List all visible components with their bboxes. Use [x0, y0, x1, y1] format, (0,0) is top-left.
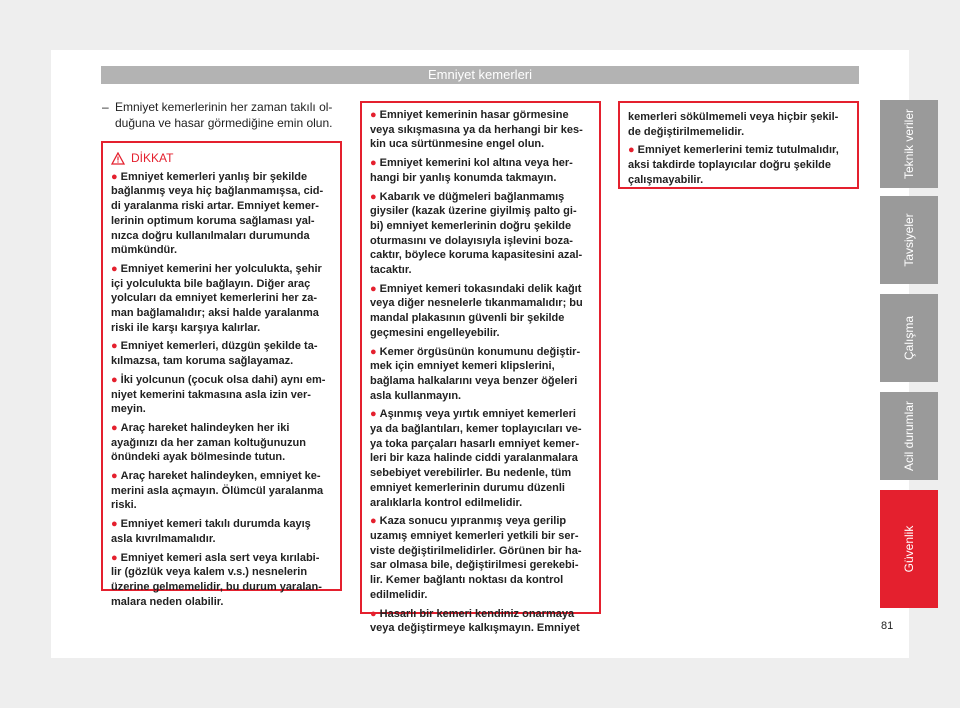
warning-title: [111, 151, 332, 166]
bullet-icon: ●: [111, 373, 118, 386]
warning-line: bağlama halkalarını veya benzer öğeleri: [370, 374, 578, 387]
warning-line: ayağınızı da her zaman koltuğunuzun: [111, 436, 306, 449]
warning-line: ● Araç hareket halindeyken, emniyet ke-: [111, 470, 321, 483]
warning-line: mandal plakasının güvenli bir şekilde: [370, 312, 565, 325]
page-header: Emniyet kemerleri: [101, 66, 859, 84]
bullet-icon: ●: [370, 607, 377, 620]
bullet-icon: ●: [111, 551, 118, 564]
warning-bullet-item: [111, 517, 332, 546]
warning-line: ● Emniyet kemeri takılı durumda kayış: [111, 518, 311, 531]
warning-line: aksi takdirde toplayıcılar doğru şekilde: [628, 159, 831, 172]
bullet-icon: ●: [111, 421, 118, 434]
warning-line: ● Emniyet kemerini her yolculukta, şehir: [111, 262, 322, 275]
bullet-icon: ●: [370, 157, 377, 170]
tab-calisma[interactable]: [880, 294, 938, 382]
warning-bullet-item: [370, 407, 591, 510]
warning-line: mek için emniyet kemeri klipslerini,: [370, 360, 555, 373]
warning-line: asla kullanmayın.: [370, 389, 462, 402]
warning-line: riski.: [111, 499, 137, 512]
warning-line: niyet kemerini takmasına asla izin ver-: [111, 388, 311, 401]
tab-label: Acil durumlar: [902, 400, 916, 472]
bullet-icon: ●: [111, 518, 118, 531]
warning-line: ya da bağlantıları, kemer toplayıcıları ve-: [370, 423, 582, 436]
warning-line: uzamış emniyet kemerleri yetkili bir ser-: [370, 529, 579, 542]
warning-line: oturmasını ve dolayısıyla işlevini boza-: [370, 234, 573, 247]
warning-box-continued: [360, 101, 601, 635]
warning-line: di yaralanma riski artar. Emniyet kemer-: [111, 200, 319, 213]
warning-line: ● Araç hareket halindeyken her iki: [111, 421, 290, 434]
bullet-icon: ●: [111, 470, 118, 483]
warning-bullet-item: [111, 262, 332, 336]
bullet-icon: ●: [370, 345, 377, 358]
intro-line: Emniyet kemerlerinin her zaman takılı ol-: [115, 100, 333, 114]
warning-line: malara neden olabilir.: [111, 595, 224, 608]
bullet-icon: ●: [370, 515, 377, 528]
warning-line: kin uca sürtünmesine engel olun.: [370, 138, 545, 151]
warning-bullet-item: [111, 551, 332, 610]
warning-line: sar olmasa bile, değiştirilmesi gerekebi-: [370, 559, 579, 572]
warning-line: giysiler (kazak üzerine giyilmiş palto gi-: [370, 205, 577, 218]
bullet-icon: ●: [111, 262, 118, 275]
warning-line: kemerleri sökülmemeli veya hiçbir şekil-: [628, 111, 839, 123]
warning-line: veya diğer nesnelerle tıkanmamalıdır; bu: [370, 297, 583, 310]
warning-line: ● Emniyet kemeri asla sert veya kırılabi-: [111, 551, 320, 564]
bullet-icon: ●: [370, 109, 377, 121]
bullet-icon: ●: [111, 340, 118, 353]
warning-bullet-item: [370, 282, 591, 341]
tab-guvenlik[interactable]: [880, 490, 938, 608]
warning-line: bi) emniyet kemerlerinin doğru şekilde: [370, 219, 572, 232]
warning-line: ya toka parçaları hasarlı emniyet kemer-: [370, 437, 580, 450]
warning-bullet-item: [111, 421, 332, 465]
warning-list-col1: [111, 170, 332, 610]
warning-triangle-icon: [111, 152, 125, 165]
bullet-icon: ●: [370, 190, 377, 203]
warning-line: riski ile karşı karşıya kalırlar.: [111, 321, 261, 334]
warning-line: lerinin optimum koruma sağlaması yal-: [111, 214, 315, 227]
warning-line: leri bir kaza halinde ciddi yaralanmalara: [370, 452, 578, 465]
warning-line: kılmazsa, tam koruma sağlayamaz.: [111, 355, 294, 368]
bullet-icon: ●: [111, 170, 118, 183]
warning-bullet-item: [111, 469, 332, 513]
warning-bullet-item: [370, 108, 591, 152]
warning-bullet-item: [370, 345, 591, 404]
warning-line: sebebiyet verebilirler. Bu nedenle, tüm: [370, 467, 572, 480]
continuation-text: [628, 110, 849, 139]
warning-line: geçmesini engelleyebilir.: [370, 326, 500, 339]
warning-box: [101, 141, 342, 608]
warning-box-continued: [618, 101, 859, 189]
warning-list-col2: [370, 108, 591, 636]
warning-line: tacaktır.: [370, 264, 412, 277]
warning-line: viste değiştirilmelidirler. Görünen bir ha-: [370, 544, 582, 557]
tab-acil-durumlar[interactable]: [880, 392, 938, 480]
warning-line: emniyet kemerlerinin durumu düzenli: [370, 481, 565, 494]
warning-bullet-item: [370, 156, 591, 185]
warning-line: ● İki yolcunun (çocuk olsa dahi) aynı em-: [111, 373, 326, 386]
warning-bullet-item: [370, 514, 591, 602]
warning-line: bağlanmış veya hiç bağlanmamışsa, cid-: [111, 185, 324, 198]
warning-line: veya değiştirmeye kalkışmayın. Emniyet: [370, 622, 580, 635]
tab-tavsiyeler[interactable]: [880, 196, 938, 284]
warning-line: ● Kaza sonucu yıpranmış veya gerilip: [370, 515, 567, 528]
warning-bullet-item: [111, 373, 332, 417]
warning-line: edilmelidir.: [370, 588, 428, 601]
warning-bullet-item: [370, 607, 591, 636]
warning-line: nızca doğru kullanılmaları durumunda: [111, 229, 310, 242]
warning-line: meyin.: [111, 403, 146, 416]
page-number: 81: [881, 620, 894, 632]
warning-line: ● Kabarık ve düğmeleri bağlanmamış: [370, 190, 565, 203]
warning-bullet-item: [111, 170, 332, 258]
warning-line: mümkündür.: [111, 244, 178, 257]
warning-line: lir. Kemer bağlantı noktası da kontrol: [370, 574, 564, 587]
warning-line: ● Aşınmış veya yırtık emniyet kemerleri: [370, 408, 576, 421]
dash-marker: –: [102, 100, 109, 114]
warning-title-text: DİKKAT: [131, 151, 174, 165]
warning-line: aralıklarla kontrol edilmelidir.: [370, 496, 523, 509]
bullet-icon: ●: [370, 408, 377, 421]
warning-line: çalışmayabilir.: [628, 173, 704, 186]
warning-bullet-item: [370, 190, 591, 278]
warning-line: içi yolculukta bile bağlayın. Diğer araç: [111, 277, 311, 290]
warning-line: hangi bir yanlış konumda takmayın.: [370, 171, 557, 184]
warning-line: veya sıkışmasına ya da herhangi bir kes-: [370, 123, 583, 136]
warning-line: lir (gözlük veya kalem v.s.) nesnelerin: [111, 566, 308, 579]
warning-line: ● Emniyet kemerleri, düzgün şekilde ta-: [111, 340, 318, 353]
tab-label: Tavsiyeler: [902, 213, 916, 267]
tab-label: Teknik veriler: [902, 108, 916, 180]
warning-line: ● Emniyet kemerlerini temiz tutulmalıdır,: [628, 144, 839, 157]
tab-label: Çalışma: [902, 315, 916, 361]
warning-line: ● Emniyet kemerleri yanlış bir şekilde: [111, 170, 308, 183]
bullet-icon: ●: [370, 282, 377, 295]
tab-teknik-veriler[interactable]: [880, 100, 938, 188]
warning-line: yolcuları da emniyet kemerlerini her za-: [111, 292, 318, 305]
warning-line: merini asla açmayın. Ölümcül yaralanma: [111, 484, 324, 497]
warning-line: caktır, böylece koruma kapasitesini azal-: [370, 249, 583, 262]
warning-bullet-item: [628, 143, 849, 187]
warning-bullet-item: [111, 339, 332, 368]
warning-line: ● Emniyet kemerinin hasar görmesine: [370, 109, 569, 121]
warning-line: üzerine gelmemelidir, bu durum yaralan-: [111, 580, 322, 593]
warning-line: de değiştirilmemelidir.: [628, 125, 745, 138]
warning-line: asla kıvrılmamalıdır.: [111, 532, 216, 545]
warning-line: ● Emniyet kemerini kol altına veya her-: [370, 157, 573, 170]
bullet-icon: ●: [628, 144, 635, 157]
warning-line: önündeki ayak bölmesinde tutun.: [111, 451, 286, 464]
warning-line: ● Kemer örgüsünün konumunu değiştir-: [370, 345, 581, 358]
intro-instruction: [103, 99, 341, 131]
intro-line: duğuna ve hasar görmediğine emin olun.: [115, 116, 333, 130]
warning-list-col3: [628, 143, 849, 187]
warning-line: ● Hasarlı bir kemeri kendiniz onarmaya: [370, 607, 575, 620]
tab-label: Güvenlik: [902, 525, 916, 573]
warning-line: man bağlamalıdır; aksi halde yaralanma: [111, 307, 319, 320]
warning-line: ● Emniyet kemeri tokasındaki delik kağıt: [370, 282, 582, 295]
